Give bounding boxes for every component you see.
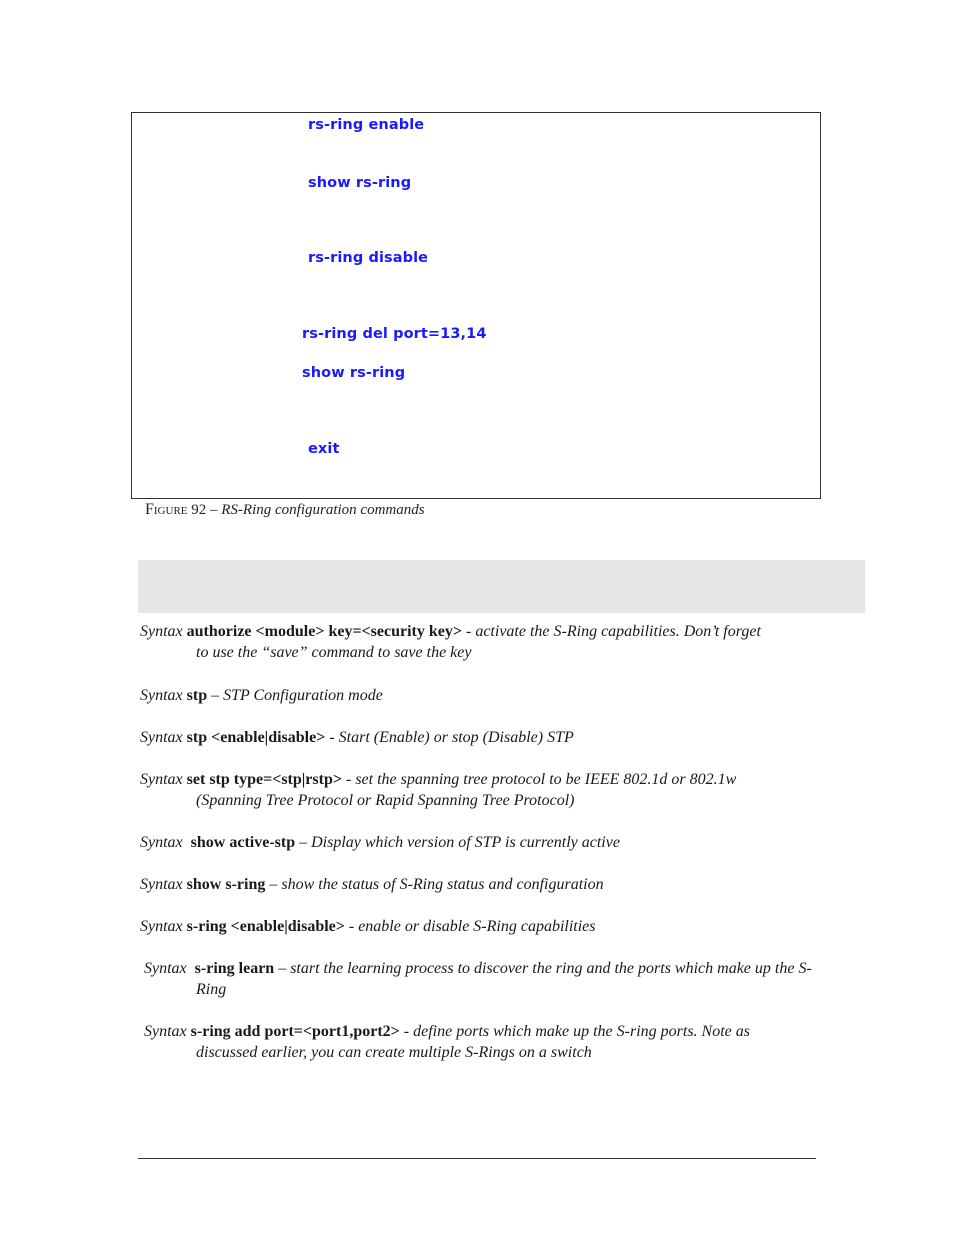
syntax-keyword: Syntax <box>140 771 183 788</box>
syntax-entry <box>140 727 820 748</box>
command-line: rs-ring del port=13,14 <box>302 326 487 342</box>
syntax-description: – Display which version of STP is currently active <box>295 834 620 851</box>
syntax-description: - activate the S-Ring capabilities. Don’t forget <box>462 623 761 640</box>
syntax-entry <box>140 769 820 811</box>
syntax-command: s-ring <enable|disable> <box>186 918 345 935</box>
syntax-keyword: Syntax <box>140 623 183 640</box>
caption-label: Figure <box>145 501 188 518</box>
syntax-description: - Start (Enable) or stop (Disable) STP <box>325 729 574 746</box>
command-line: rs-ring disable <box>308 250 429 266</box>
syntax-description: – show the status of S-Ring status and configuration <box>265 876 604 893</box>
syntax-description: – STP Configuration mode <box>207 687 383 704</box>
caption-separator: – <box>210 502 218 518</box>
syntax-description: – start the learning process to discover the ring and the ports which make up the S- <box>274 960 812 977</box>
syntax-entry <box>140 621 820 663</box>
syntax-keyword: Syntax <box>140 876 183 893</box>
syntax-description: - set the spanning tree protocol to be IEEE 802.1d or 802.1w <box>341 771 737 788</box>
syntax-entry <box>140 916 820 937</box>
footer-rule <box>138 1158 816 1159</box>
syntax-command: show active-stp <box>190 834 296 851</box>
syntax-entry <box>140 685 820 706</box>
syntax-entry <box>144 1021 824 1063</box>
syntax-entry <box>144 958 824 1000</box>
command-line: exit <box>308 441 340 457</box>
syntax-keyword: Syntax <box>140 729 183 746</box>
syntax-keyword: Syntax <box>140 918 183 935</box>
syntax-description-cont: discussed earlier, you can create multiple S-Rings on a switch <box>196 1044 592 1061</box>
syntax-description: - enable or disable S-Ring capabilities <box>344 918 596 935</box>
syntax-command: stp <enable|disable> <box>186 729 326 746</box>
syntax-description: - define ports which make up the S-ring ports. Note as <box>399 1023 750 1040</box>
syntax-keyword: Syntax <box>140 834 183 851</box>
syntax-command: show s-ring <box>186 876 266 893</box>
syntax-description-cont: to use the “save” command to save the key <box>196 644 472 661</box>
syntax-entry <box>140 832 820 853</box>
syntax-keyword: Syntax <box>140 687 183 704</box>
command-line: rs-ring enable <box>308 117 425 133</box>
syntax-description-cont: Ring <box>196 981 227 998</box>
syntax-entry <box>140 874 820 895</box>
caption-number: 92 <box>191 502 207 518</box>
command-line: show rs-ring <box>302 365 406 381</box>
syntax-command: set stp type=<stp|rstp> <box>186 771 342 788</box>
shaded-heading-bar <box>138 560 865 613</box>
syntax-description-cont: (Spanning Tree Protocol or Rapid Spanning Tree Protocol) <box>196 792 575 809</box>
syntax-keyword: Syntax <box>144 960 187 977</box>
caption-title: RS-Ring configuration commands <box>221 502 425 518</box>
syntax-command: authorize <module> key=<security key> <box>186 623 462 640</box>
syntax-command: stp <box>186 687 208 704</box>
command-line: show rs-ring <box>308 175 412 191</box>
syntax-keyword: Syntax <box>144 1023 187 1040</box>
figure-command-box <box>131 112 821 499</box>
figure-caption <box>145 501 425 519</box>
syntax-command: s-ring learn <box>194 960 275 977</box>
syntax-command: s-ring add port=<port1,port2> <box>190 1023 400 1040</box>
